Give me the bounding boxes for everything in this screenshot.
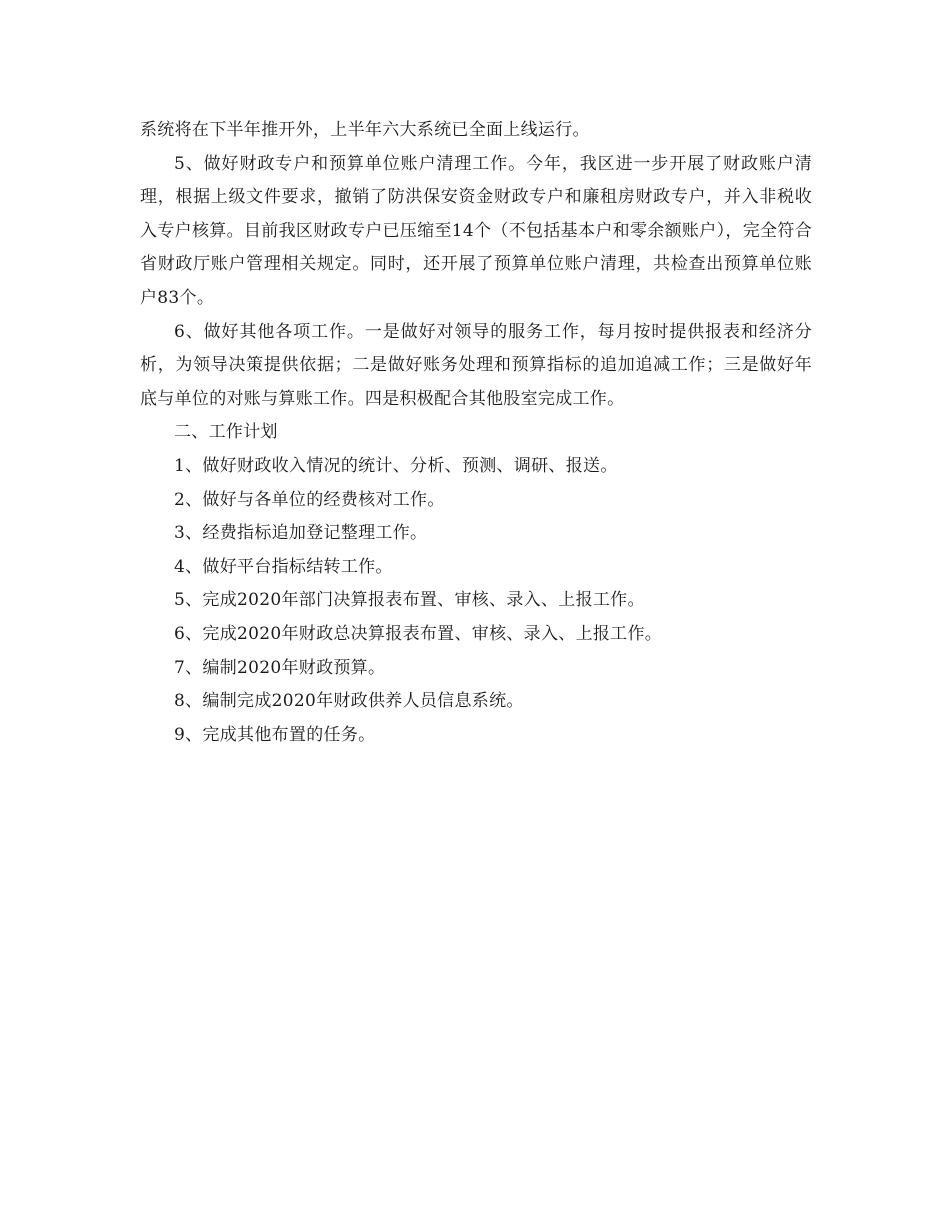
document-body (140, 114, 812, 752)
plan-item: 6、完成2020年财政总决算报表布置、审核、录入、上报工作。 (174, 623, 663, 644)
plan-item: 1、做好财政收入情况的统计、分析、预测、调研、报送。 (174, 455, 618, 476)
plan-item: 2、做好与各单位的经费核对工作。 (174, 489, 445, 510)
paragraph-continuation: 系统将在下半年推开外，上半年六大系统已全面上线运行。 (140, 120, 590, 140)
section-heading: 二、工作计划 (174, 422, 278, 443)
paragraph-account-cleanup: 5、做好财政专户和预算单位账户清理工作。今年，我区进一步开展了财政账户清理，根据上级文件要求，撤销了防洪保安资金财政专户和廉租房财政专户，并入非税收入专户核算。目前我区财政专户已压缩至14个（不包括基本户和零余额账户），完全符合省财政厅账户管理相关规定。同时，还开展了预算单位账户清理，共检查出预算单位账户83个。 (140, 153, 812, 308)
plan-item: 4、做好平台指标结转工作。 (174, 556, 393, 577)
plan-item: 9、完成其他布置的任务。 (174, 724, 376, 745)
plan-item: 3、经费指标追加登记整理工作。 (174, 523, 428, 544)
plan-item: 5、完成2020年部门决算报表布置、审核、录入、上报工作。 (174, 590, 645, 611)
paragraph-other-work: 6、做好其他各项工作。一是做好对领导的服务工作，每月按时提供报表和经济分析，为领导决策提供依据；二是做好账务处理和预算指标的追加追减工作；三是做好年底与单位的对账与算账工作。四是积极配合其他股室完成工作。 (140, 321, 812, 409)
plan-item: 8、编制完成2020年财政供养人员信息系统。 (174, 691, 524, 712)
plan-item: 7、编制2020年财政预算。 (174, 657, 386, 678)
